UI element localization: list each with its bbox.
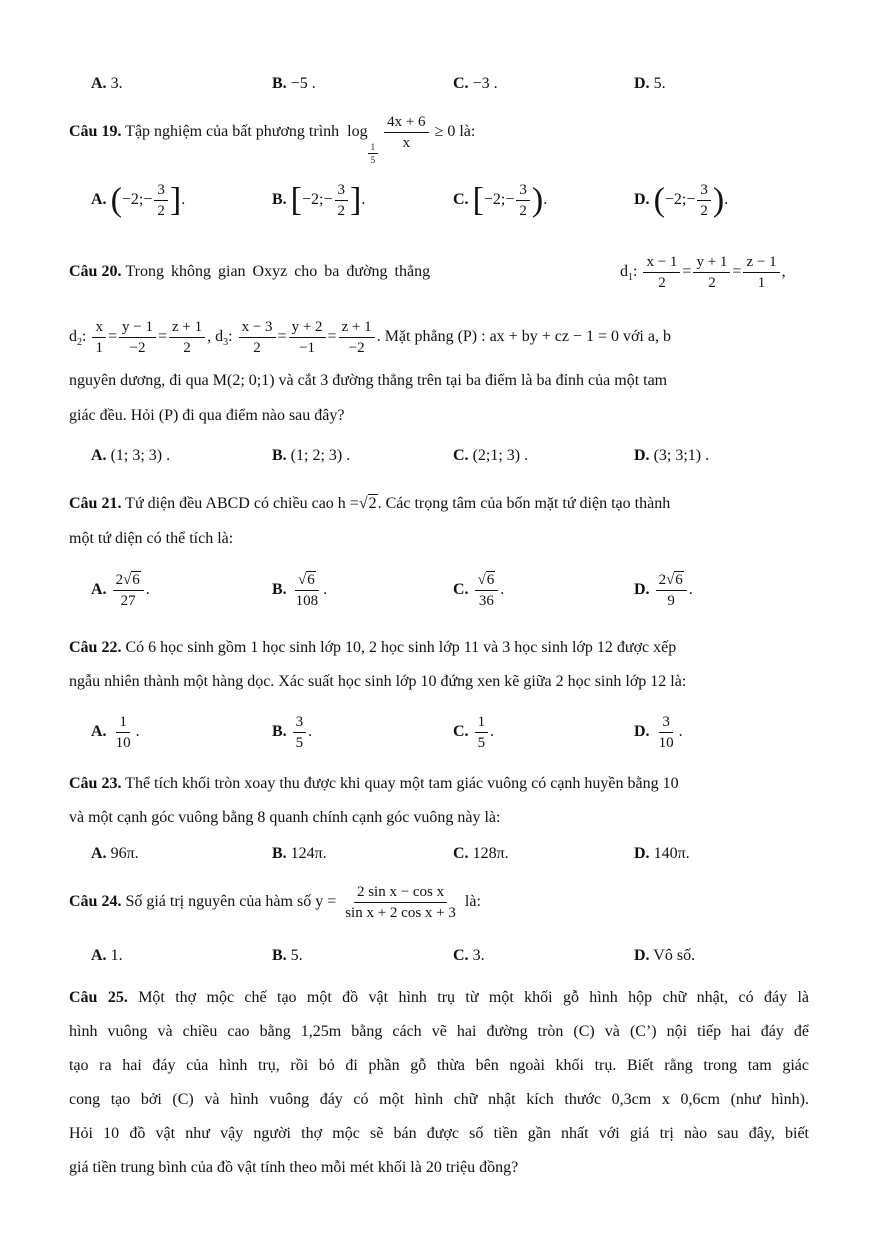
q18-option-a: A. 3. [91,75,123,92]
q19-stem: Câu 19. Tập nghiệm của bất phương trình log $\frac{1}{5}$ $\frac{4x + 6}{x}$ ≥ 0 là: [69,113,476,165]
q24-option-a: A. 1. [91,947,123,964]
q22-option-c: C. $\frac{1}{5}$ . [453,713,495,751]
q21-option-a: A. $\frac{2√6}{27}$ . [91,571,150,609]
q23-option-c: C. 128π. [453,845,509,862]
q23-option-b: B. 124π. [272,845,327,862]
q24-option-c: C. 3. [453,947,485,964]
q20-line-1: Câu 20. Trong không gian Oxyz cho ba đường thẳng [69,263,431,280]
q20-line-3: nguyên dương, đi qua M(2; 0;1) và cắt 3 đường thẳng trên tại ba điểm là ba đỉnh của một tam [69,372,668,389]
q25-line-6: giá tiền trung bình của đồ vật tính theo mỗi mét khối là 20 triệu đồng? [69,1159,519,1176]
q23-option-a: A. 96π. [91,845,139,862]
q18-option-b: B. −5 . [272,75,316,92]
q20-d1-equation: $d_1$: $\frac{x - 1}{2}$ = $\frac{y + 1}{2}$ = $\frac{z - 1}{1}$ , [620,253,786,291]
q22-line-1: Câu 22. Có 6 học sinh gồm 1 học sinh lớp 10, 2 học sinh lớp 11 và 3 học sinh lớp 12 được xếp [69,639,677,656]
q22-option-b: B. $\frac{3}{5}$ . [272,713,313,751]
q18-option-d: D. 5. [634,75,666,92]
q24-stem: Câu 24. Số giá trị nguyên của hàm số y = $\frac{\text{2 sin x − cos x}}{\text{sin x + 2 cos x + 3}}$ là: [69,883,481,921]
q22-option-d: D. $\frac{3}{10}$ . [634,713,683,751]
q25-line-5: Hỏi 10 đồ vật như vậy người thợ mộc sẽ bán được số tiền gần nhất với giá trị nào sau đây, biết [69,1125,809,1142]
q22-line-2: ngẫu nhiên thành một hàng dọc. Xác suất học sinh lớp 10 đứng xen kẽ giữa 2 học sinh lớp 12 là: [69,673,687,690]
q25-line-2: hình vuông và chiều cao bằng 1,25m bằng cách vẽ hai đường tròn (C) và (C’) nội tiếp hai đáy để [69,1023,809,1040]
q20-line-2: $d_2$: $\frac{x}{1}$ = $\frac{y - 1}{-2}$ = $\frac{z + 1}{2}$ , $d_3$: $\frac{x - 3}{2}$ = $\frac{y + 2}{-1}$ = $\frac{z + 1}{-2}$ . Mặt phẳng (P) : ax + by + cz − 1 = 0 với a, b [69,318,671,356]
q24-option-d: D. Vô số. [634,947,696,964]
q18-option-c: C. −3 . [453,75,498,92]
q25-paragraph [69,981,809,1185]
q23-option-d: D. 140π. [634,845,690,862]
q20-line-4: giác đều. Hỏi (P) đi qua điểm nào sau đây? [69,407,345,424]
q19-option-d: D. (−2;− $\frac{3}{2}$ ). [634,181,729,219]
q19-option-c: C. [−2;− $\frac{3}{2}$ ). [453,181,548,219]
q24-option-b: B. 5. [272,947,303,964]
q21-option-d: D. $\frac{2√6}{9}$ . [634,571,693,609]
q21-option-c: C. $\frac{√6}{36}$ . [453,571,505,609]
q25-line-4: cong tạo bởi (C) và hình vuông đáy có một hình chữ nhật kích thước 0,3cm x 0,6cm (như hình). [69,1091,809,1108]
q25-line-1: Câu 25. Một thợ mộc chế tạo một đồ vật hình trụ từ một khối gỗ hình hộp chữ nhật, có đáy là [69,989,810,1006]
q21-option-b: B. $\frac{√6}{108}$ . [272,571,328,609]
q20-option-b: B. (1; 2; 3) . [272,447,351,464]
q19-option-b: B. [−2;− $\frac{3}{2}$ ]. [272,181,366,219]
q21-line-1: Câu 21. Tứ diện đều ABCD có chiều cao h =√2. Các trọng tâm của bốn mặt tứ diện tạo thành [69,495,671,512]
q22-option-a: A. $\frac{1}{10}$ . [91,713,140,751]
q23-line-2: và một cạnh góc vuông bằng 8 quanh chính cạnh góc vuông này là: [69,809,501,826]
q20-option-c: C. (2;1; 3) . [453,447,529,464]
q21-line-2: một tứ diện có thể tích là: [69,530,234,547]
q23-line-1: Câu 23. Thể tích khối tròn xoay thu được khi quay một tam giác vuông có cạnh huyền bằng 10 [69,775,679,792]
q25-line-3: tạo ra hai đáy của hình trụ, rồi bỏ đi phần gỗ thừa bên ngoài khối trụ. Biết rằng trong tam giác [69,1057,809,1074]
q20-option-a: A. (1; 3; 3) . [91,447,171,464]
q20-option-d: D. (3; 3;1) . [634,447,710,464]
q19-option-a: A. (−2;− $\frac{3}{2}$ ]. [91,181,186,219]
